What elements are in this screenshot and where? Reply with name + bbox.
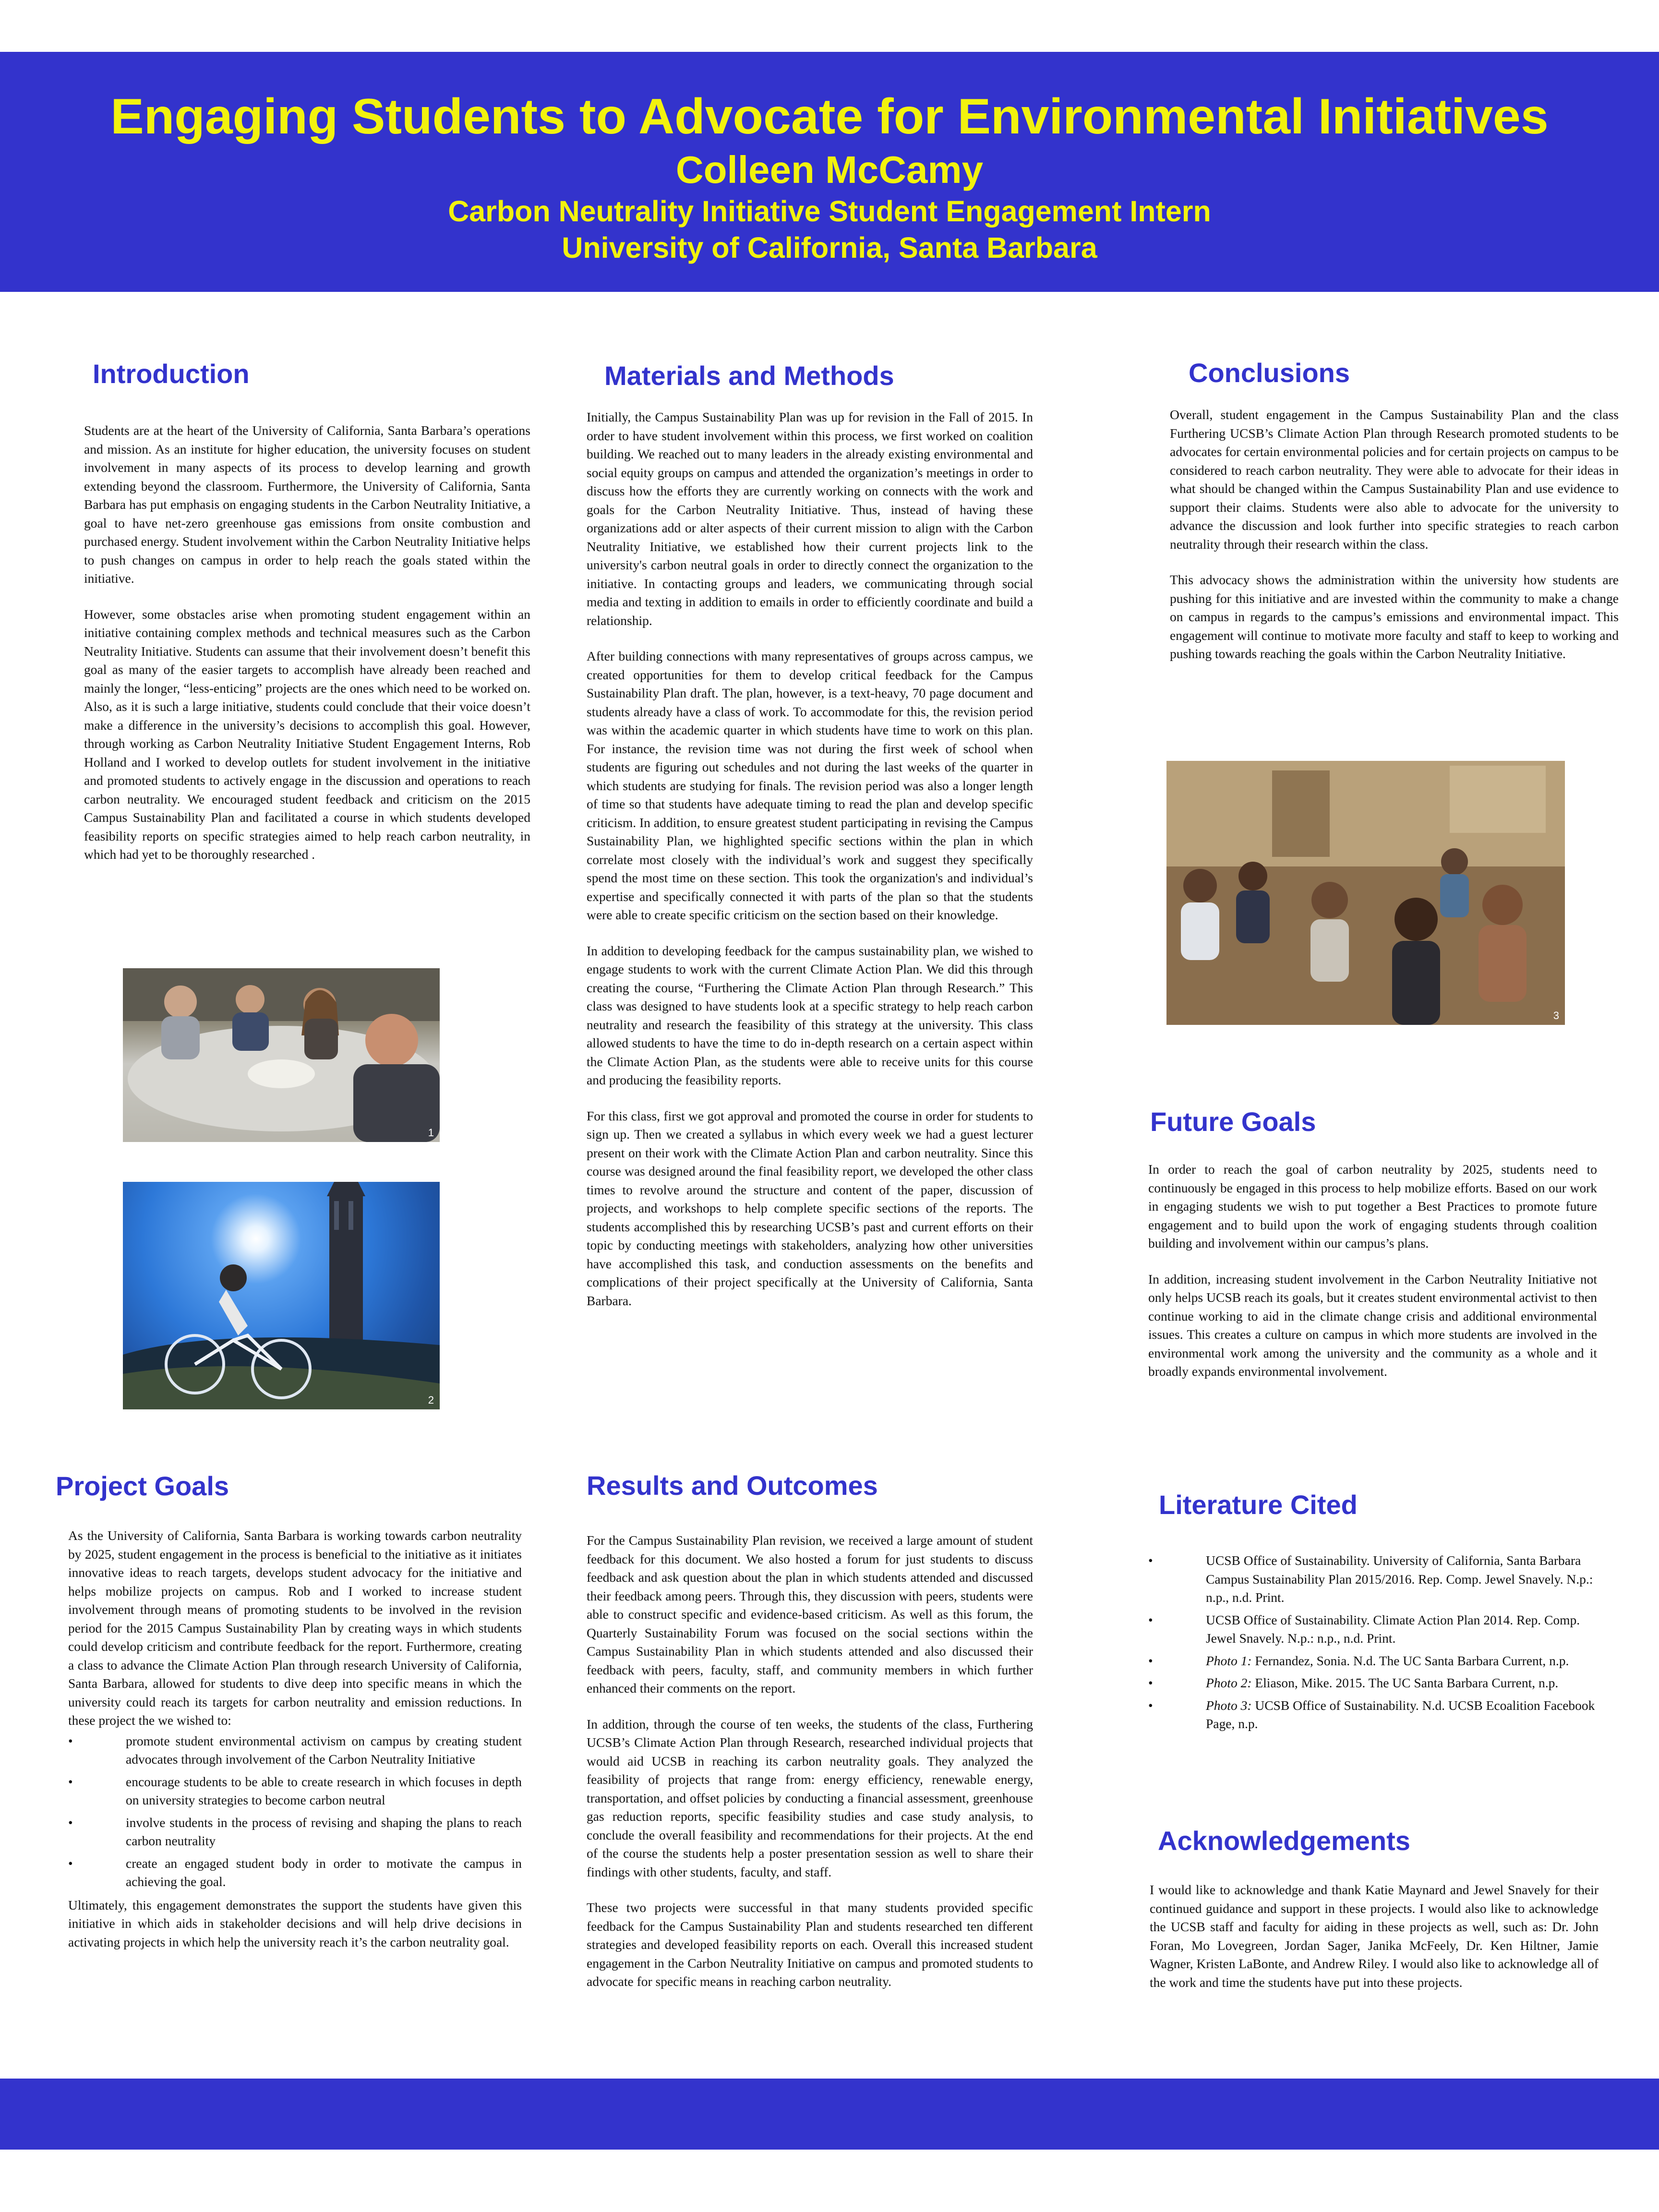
bicycle-photo-illustration (123, 1182, 440, 1409)
acknowledgements-heading: Acknowledgements (1158, 1826, 1410, 1856)
list-item: • involve students in the process of revising and shaping the plans to reach carbon neutrality (68, 1814, 522, 1851)
bullet-icon: • (1148, 1612, 1153, 1627)
project-goals-list (68, 1732, 522, 1891)
reference-list (1148, 1551, 1597, 1733)
poster-title: Engaging Students to Advocate for Environmental Initiatives (110, 89, 1549, 144)
materials-methods-body (587, 408, 1033, 1310)
results-heading: Results and Outcomes (587, 1470, 878, 1501)
classroom-photo-illustration (123, 968, 440, 1142)
methods-paragraph: In addition to developing feedback for the campus sustainability plan, we wished to engage students to work with the current Climate Action Plan. We did this through creating the course, “Furthering the Climate Action Plan through Research.” This class was designed to have students look at a specific strategy to help reach carbon neutrality and research the feasibility of this strategy at the university. This class allowed students to have the time to do in-depth research on a certain aspect within the Climate Action Plan, as the students were able to receive units for this course and producing the feasibility reports. (587, 943, 1033, 1087)
list-item: • create an engaged student body in order to motivate the campus in achieving the goal. (68, 1854, 522, 1891)
photo-number: 3 (1553, 1010, 1559, 1022)
results-paragraph: In addition, through the course of ten weeks, the students of the class, Furthering UCSB’s Climate Action Plan through Research, researched individual projects that would aid UCSB in reaching its carbon neutrality goals. They analyzed the feasibility of projects that range from: energy efficiency, renewable energy, transportation, and offset policies by conducting a financial assessment, greenhouse gas reduction reports, specific feasibility studies and case study analysis, to conclude the overall feasibility and recommendations for their projects. At the end of the course the students help a poster presentation session as well to share their findings with other students, faculty, and staff. (587, 1716, 1033, 1879)
literature-cited-body (1148, 1551, 1597, 1737)
project-goals-heading: Project Goals (56, 1471, 229, 1501)
literature-cited-heading: Literature Cited (1159, 1490, 1358, 1520)
footer-bar (0, 2079, 1659, 2150)
author-role: Carbon Neutrality Initiative Student Engagement Intern (448, 195, 1211, 228)
bullet-icon: • (1148, 1553, 1153, 1568)
methods-paragraph: Initially, the Campus Sustainability Plan was up for revision in the Fall of 2015. In order to have student involvement within this process, we first worked on coalition building. We reached out to many leaders in the already existing environmental and social equity groups on campus and attended the organization’s meetings in order to discuss how the efforts they are currently working on connects with the work and goals for the Carbon Neutrality Initiative. Thus, instead of having these organizations add or alter aspects of their current mission to align with the Carbon Neutrality Initiative, we established how their current projects link to the university's carbon neutral goals in order to directly connect the organization to the initiative. In contacting groups and leaders, we communicating through social media and texting in addition to emails in order to efficiently coordinate and build a relationship. (587, 409, 1033, 628)
future-goals-paragraph: In addition, increasing student involvement in the Carbon Neutrality Initiative not only helps UCSB reach its goals, but it creates student environmental activist to then continue working to aid in the climate change crisis and additional environmental issues. This creates a culture on campus in which more students are involved in the environmental work among the university and the community as a whole and it broadly expands environmental involvement. (1148, 1271, 1597, 1379)
introduction-paragraph: Students are at the heart of the University of California, Santa Barbara’s operations and mission. As an institute for higher education, the university focuses on student involvement in many aspects of its process to develop learning and growth extending beyond the classroom. Furthermore, the University of California, Santa Barbara has put emphasis on engaging students in the Carbon Neutrality Initiative, a goal to have net-zero greenhouse gas emissions from onsite combustion and purchased energy. Student involvement within the Carbon Neutrality Initiative helps to push changes on campus in order to help reach the goals stated within the initiative. (84, 423, 530, 586)
reference-item: • UCSB Office of Sustainability. University of California, Santa Barbara Campus Sustainability Plan 2015/2016. Rep. Comp. Jewel Snavely. N.p.: n.p., n.d. Print. (1148, 1551, 1597, 1607)
photo-number: 2 (428, 1394, 434, 1406)
bullet-icon: • (1148, 1675, 1153, 1690)
future-goals-body (1148, 1160, 1597, 1381)
project-goals-intro: As the University of California, Santa Barbara is working towards carbon neutrality by 2025, student engagement in the process is beneficial to the initiative as it initiates innovative ideas to reach targets, develops student advocacy for the initiative and helps mobilize projects on campus. Rob and I worked to increase student involvement through means of promoting students to be involved in the revision period for the 2015 Campus Sustainability Plan by creating ways in which students could develop criticism and contribute feedback for the report. Furthermore, creating a class to advance the Climate Action Plan through research University of California, Santa Barbara, allowed for students to dive deep into specific means in which the university could reach its targets for carbon neutrality and emission reductions. In these project the we wished to: (68, 1528, 522, 1728)
acknowledgements-body (1150, 1881, 1599, 1992)
meeting-photo-illustration (1166, 761, 1565, 1025)
results-paragraph: For the Campus Sustainability Plan revision, we received a large amount of student feedback for this document. We also hosted a forum for just students to discuss feedback and ask question about the plan in which students attended and discussed their feedback among peers. Through this, they discussion with peers, students were able to construct specific and evidence-based criticism. As well as this forum, the Quarterly Sustainability Forum was focused on the social sections within the Campus Sustainability Plan in which students attended and also discussed their feedback with peers, faculty, staff, and community members in which further enhanced their comments on the report. (587, 1533, 1033, 1695)
introduction-heading: Introduction (93, 359, 250, 389)
conclusions-heading: Conclusions (1189, 358, 1350, 388)
methods-paragraph: After building connections with many representatives of groups across campus, we created opportunities for them to develop critical feedback for the Campus Sustainability Plan draft. The plan, however, is a text-heavy, 70 page document and students already have a class of work. To accommodate for this, the revision period was within the academic quarter in which students have time to work on this plan. For instance, the revision time was not during the first week of school when students are figuring out schedules and not during the last weeks of the quarter in which students are studying for finals. The revision period was also a longer length of time so that students have adequate timing to read the plan and develop specific criticism. In addition, to ensure greatest student participating in revising the Campus Sustainability Plan, we highlighted specific sections within the plan in which correlate most closely with the individual’s work and suggest they specifically spend the most time on these section. This took the organization's and individual’s expertise and specifically connected it with parts of the plan so that the students were able to create specific criticism on the section based on their knowledge. (587, 649, 1033, 922)
reference-item: • Photo 2: Eliason, Mike. 2015. The UC Santa Barbara Current, n.p. (1148, 1674, 1597, 1693)
reference-item: • Photo 3: UCSB Office of Sustainability. N.d. UCSB Ecoalition Facebook Page, n.p. (1148, 1696, 1597, 1733)
materials-methods-heading: Materials and Methods (604, 361, 894, 391)
bullet-icon: • (1148, 1653, 1153, 1668)
photo-number: 1 (428, 1127, 434, 1139)
reference-item: • UCSB Office of Sustainability. Climate Action Plan 2014. Rep. Comp. Jewel Snavely. N.p.: n.p., n.d. Print. (1148, 1611, 1597, 1648)
introduction-body (84, 421, 530, 864)
bullet-icon: • (1148, 1697, 1153, 1713)
classroom-discussion-photo (123, 968, 440, 1142)
future-goals-paragraph: In order to reach the goal of carbon neutrality by 2025, students need to continuously be engaged in this process to help mobilize efforts. Based on our work in engaging students we wish to put together a Best Practices to promote future engagement and to build upon the work of engaging students through coalition building and involvement within our campus’s plans. (1148, 1162, 1597, 1250)
bullet-icon: • (68, 1774, 73, 1789)
future-goals-heading: Future Goals (1150, 1106, 1316, 1137)
campus-bicycle-photo (123, 1182, 440, 1409)
institution-name: University of California, Santa Barbara (562, 231, 1097, 264)
reference-item: • Photo 1: Fernandez, Sonia. N.d. The UC Santa Barbara Current, n.p. (1148, 1652, 1597, 1671)
results-paragraph: These two projects were successful in that many students provided specific feedback for the Campus Sustainability Plan and students researched ten different strategies and developed feasibility reports on each. Overall this increased student engagement in the Carbon Neutrality Initiative on campus and promoted students to advocate for specific means in reaching carbon neutrality. (587, 1900, 1033, 1989)
list-item: • promote student environmental activism on campus by creating student advocates through involvement of the Carbon Neutrality Initiative (68, 1732, 522, 1769)
conclusions-paragraph: Overall, student engagement in the Campus Sustainability Plan and the class Furthering UCSB’s Climate Action Plan through Research promoted students to be advocates for certain environmental policies and for certain projects on campus to be considered to reach carbon neutrality. They were able to advocate for their ideas in what should be changed within the Campus Sustainability Plan and use evidence to support their claims. Students were also able to advocate for the university to advance the discussion and look further into specific strategies to reach carbon neutrality through their research within the class. (1170, 407, 1619, 552)
list-item: • encourage students to be able to create research in which focuses in depth on university strategies to become carbon neutral (68, 1773, 522, 1810)
bullet-icon: • (68, 1815, 73, 1830)
methods-paragraph: For this class, first we got approval and promoted the course in order for students to sign up. Then we created a syllabus in which every week we had a guest lecturer present on their work with the Climate Action Plan and carbon neutrality. Since this course was designed around the final feasibility report, we developed the other class times to revolve around the structure and content of the paper, discussion of projects, and workshops to help complete specific sections of the reports. The students accomplished this by researching UCSB’s past and current efforts on their topic by conducting meetings with stakeholders, analyzing how other universities have accomplished this task, and conduction assessments on the benefits and complications of their project specifically at the University of California, Santa Barbara. (587, 1108, 1033, 1308)
project-goals-closing: Ultimately, this engagement demonstrates the support the students have given this initiative in which aids in stakeholder decisions and will help drive decisions in activating projects in which help the university reach it’s the carbon neutrality goal. (68, 1897, 522, 1949)
bullet-icon: • (68, 1855, 73, 1871)
student-meeting-photo (1166, 761, 1565, 1025)
conclusions-paragraph: This advocacy shows the administration within the university how students are pushing for this initiative and are invested within the community to make a change on campus in regards to the campus’s emissions and environmental impact. This engagement will continue to motivate more faculty and staff to keep to working and pushing towards reaching the goals within the Carbon Neutrality Initiative. (1170, 572, 1619, 661)
introduction-paragraph: However, some obstacles arise when promoting student engagement within an initiative containing complex methods and technical measures such as the Carbon Neutrality Initiative. Students can assume that their involvement doesn’t benefit this goal as many of the easier targets to accomplish have already been reached and mainly the longer, “less-enticing” projects are the ones which need to be worked on. Also, as it is such a large initiative, students could conclude that their voice doesn’t make a difference in the university’s decisions to accomplish this goal. However, through working as Carbon Neutrality Initiative Student Engagement Interns, Rob Holland and I worked to develop outlets for student involvement in the initiative and promoted students to actively engage in the discussion and operations to reach carbon neutrality. We encouraged student feedback and criticism on the 2015 Campus Sustainability Plan and facilitated a course in which students developed feasibility reports on specific strategies aimed to help reach carbon neutrality, in which had yet to be thoroughly researched . (84, 606, 530, 862)
acknowledgements-text: I would like to acknowledge and thank Katie Maynard and Jewel Snavely for their continued guidance and support in these projects. I would also like to acknowledge the UCSB staff and faculty for aiding in these projects as well, such as: Dr. John Foran, Mo Lovegreen, Jordan Sager, Janika McFeely, Dr. Ken Hiltner, Jamie Wagner, Kristen LaBonte, and Andrew Riley. I would also like to acknowledge all of the work and time the students have put into these projects. (1150, 1882, 1599, 1990)
project-goals-body (68, 1527, 522, 1951)
results-body (587, 1531, 1033, 1991)
bullet-icon: • (68, 1733, 73, 1748)
conclusions-body (1170, 406, 1619, 663)
title-banner (0, 52, 1659, 292)
author-name: Colleen McCamy (675, 148, 984, 191)
